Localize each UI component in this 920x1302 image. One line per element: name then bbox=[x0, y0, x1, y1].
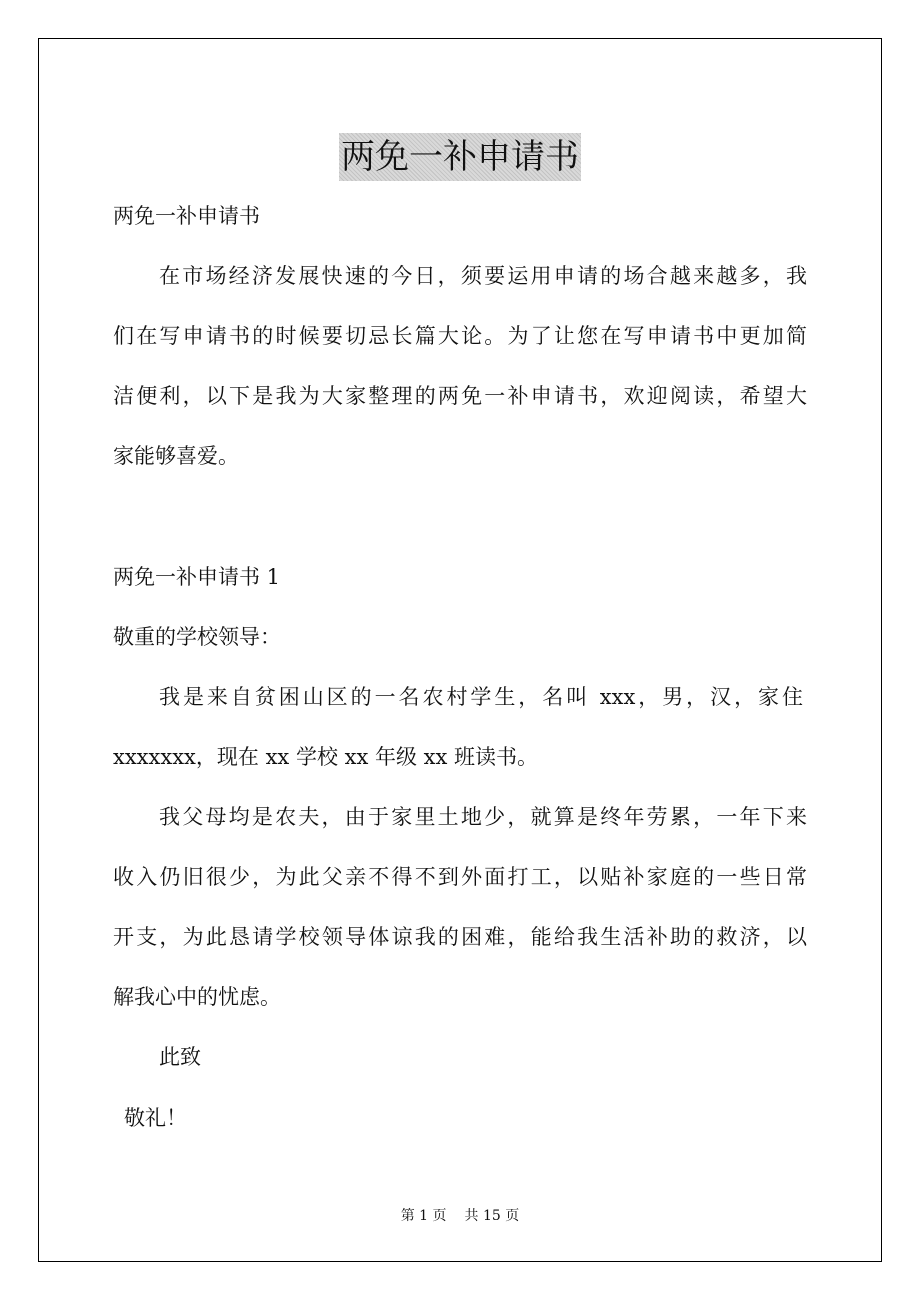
salutation: 敬重的学校领导： bbox=[113, 625, 281, 649]
intro-line-1: 在市场经济发展快速的今日，须要运用申请的场合越来越多，我 bbox=[159, 264, 807, 288]
paragraph2-line-2: 收入仍旧很少，为此父亲不得不到外面打工，以贴补家庭的一些日常 bbox=[113, 865, 807, 889]
title-container bbox=[0, 110, 920, 204]
page-footer bbox=[0, 1207, 920, 1225]
section-heading: 两免一补申请书 1 bbox=[113, 565, 281, 589]
paragraph1-line-2: xxxxxxx，现在 xx 学校 xx 年级 xx 班读书。 bbox=[113, 745, 539, 769]
paragraph1-line-1: 我是来自贫困山区的一名农村学生，名叫 xxx，男，汉，家住 bbox=[159, 685, 803, 709]
paragraph2-line-3: 开支，为此恳请学校领导体谅我的困难，能给我生活补助的救济，以 bbox=[113, 925, 807, 949]
paragraph2-line-1: 我父母均是农夫，由于家里土地少，就算是终年劳累，一年下来 bbox=[159, 805, 807, 829]
paragraph2-line-4: 解我心中的忧虑。 bbox=[113, 985, 281, 1009]
page-number: 第 1 页 bbox=[400, 1208, 447, 1224]
intro-line-4: 家能够喜爱。 bbox=[113, 444, 239, 468]
closing-line-1: 此致 bbox=[159, 1045, 201, 1069]
subtitle: 两免一补申请书 bbox=[113, 204, 260, 228]
intro-line-3: 洁便利，以下是我为大家整理的两免一补申请书，欢迎阅读，希望大 bbox=[113, 384, 807, 408]
document-title: 两免一补申请书 bbox=[339, 133, 581, 181]
page-total: 共 15 页 bbox=[464, 1208, 520, 1224]
intro-line-2: 们在写申请书的时候要切忌长篇大论。为了让您在写申请书中更加简 bbox=[113, 324, 807, 348]
closing-line-2: 敬礼！ bbox=[124, 1106, 187, 1130]
